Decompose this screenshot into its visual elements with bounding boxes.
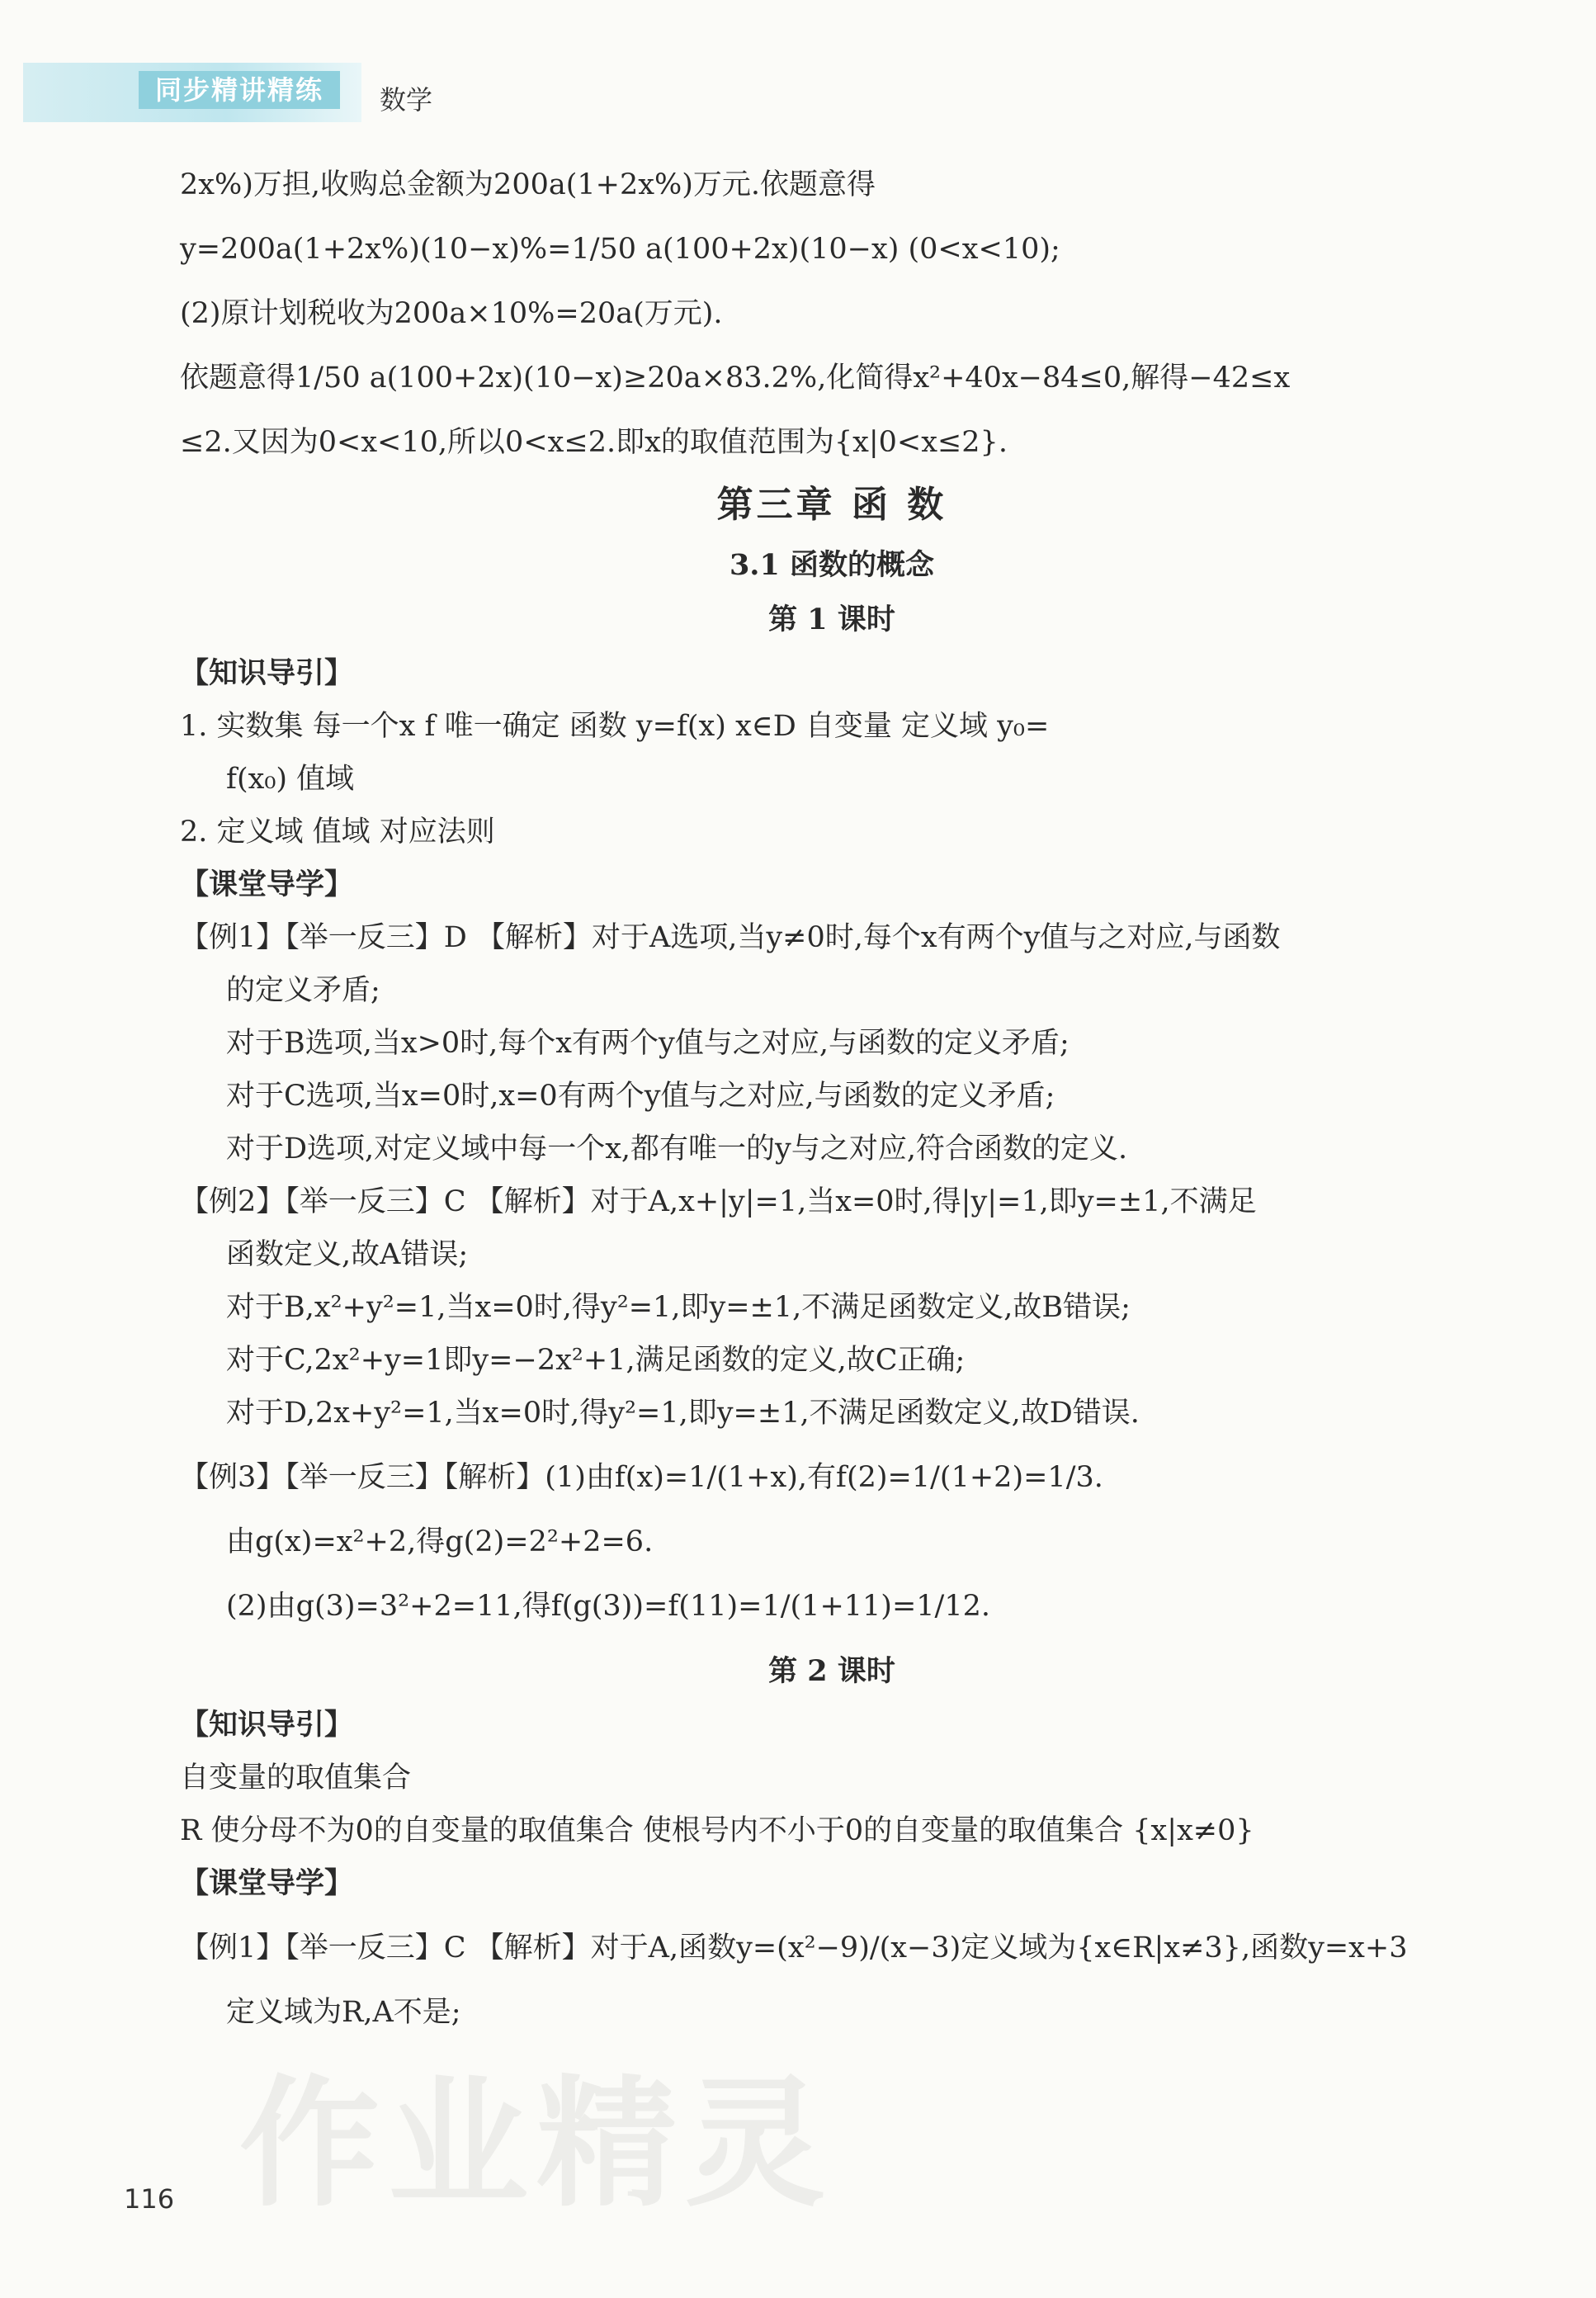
- text-line: 2x%)万担,收购总金额为200a(1+2x%)万元.依题意得: [180, 168, 876, 201]
- watermark: 作业精灵: [239, 2063, 834, 2226]
- example-line: (2)由g(3)=3²+2=11,得f(g(3))=f(11)=1/(1+11)=1/12.: [226, 1590, 991, 1623]
- example-line: 对于C,2x²+y=1即y=−2x²+1,满足函数的定义,故C正确;: [226, 1344, 966, 1377]
- knowledge-item: 2. 定义域 值域 对应法则: [180, 816, 495, 849]
- formula-line: y=200a(1+2x%)(10−x)%=1/50 a(100+2x)(10−x) (0<x<10);: [180, 233, 1060, 266]
- header-subject: 数学: [380, 84, 433, 116]
- knowledge-heading: 【知识导引】: [180, 1709, 354, 1742]
- class-heading: 【课堂导学】: [180, 1867, 354, 1900]
- text-line: ≤2.又因为0<x<10,所以0<x≤2.即x的取值范围为{x|0<x≤2}.: [180, 426, 1008, 459]
- class-heading: 【课堂导学】: [180, 868, 354, 901]
- lesson-title: 第 2 课时: [768, 1654, 895, 1688]
- header-series-tag: 同步精讲精练: [139, 71, 340, 109]
- example-line: 对于D选项,对定义域中每一个x,都有唯一的y与之对应,符合函数的定义.: [226, 1132, 1128, 1166]
- knowledge-item-cont: f(x₀) 值域: [226, 763, 355, 796]
- example-line: 由g(x)=x²+2,得g(2)=2²+2=6.: [226, 1525, 654, 1558]
- example-line: 对于B,x²+y²=1,当x=0时,得y²=1,即y=±1,不满足函数定义,故B错误;: [226, 1291, 1131, 1324]
- example-line: 的定义矛盾;: [226, 974, 380, 1007]
- knowledge-item: R 使分母不为0的自变量的取值集合 使根号内不小于0的自变量的取值集合 {x|x≠0}: [180, 1814, 1254, 1847]
- example-line: 对于D,2x+y²=1,当x=0时,得y²=1,即y=±1,不满足函数定义,故D错误.: [226, 1397, 1140, 1430]
- chapter-title: 第三章 函 数: [716, 484, 947, 526]
- text-line: (2)原计划税收为200a×10%=20a(万元).: [180, 297, 723, 330]
- example-line: 函数定义,故A错误;: [226, 1238, 469, 1271]
- example-1: 【例1】【举一反三】C 【解析】对于A,函数y=(x²−9)/(x−3)定义域为{x∈R|x≠3},函数y=x+3: [180, 1932, 1408, 1965]
- knowledge-item: 1. 实数集 每一个x f 唯一确定 函数 y=f(x) x∈D 自变量 定义域 y₀=: [180, 710, 1050, 743]
- example-line: 对于B选项,当x>0时,每个x有两个y值与之对应,与函数的定义矛盾;: [226, 1027, 1070, 1060]
- page-content: [180, 158, 1484, 2039]
- example-3: 【例3】【举一反三】【解析】(1)由f(x)=1/(1+x),有f(2)=1/(1+2)=1/3.: [180, 1461, 1103, 1494]
- example-2: 【例2】【举一反三】C 【解析】对于A,x+|y|=1,当x=0时,得|y|=1,即y=±1,不满足: [180, 1185, 1257, 1218]
- page-number: 116: [124, 2183, 175, 2215]
- example-line: 定义域为R,A不是;: [226, 1996, 461, 2029]
- knowledge-heading: 【知识导引】: [180, 657, 354, 690]
- example-1: 【例1】【举一反三】D 【解析】对于A选项,当y≠0时,每个x有两个y值与之对应,与函数: [180, 921, 1281, 954]
- section-title: 3.1 函数的概念: [729, 548, 935, 582]
- formula-line: 依题意得1/50 a(100+2x)(10−x)≥20a×83.2%,化简得x²+40x−84≤0,解得−42≤x: [180, 362, 1291, 395]
- knowledge-item: 自变量的取值集合: [180, 1761, 412, 1794]
- example-line: 对于C选项,当x=0时,x=0有两个y值与之对应,与函数的定义矛盾;: [226, 1080, 1055, 1113]
- lesson-title: 第 1 课时: [768, 603, 895, 636]
